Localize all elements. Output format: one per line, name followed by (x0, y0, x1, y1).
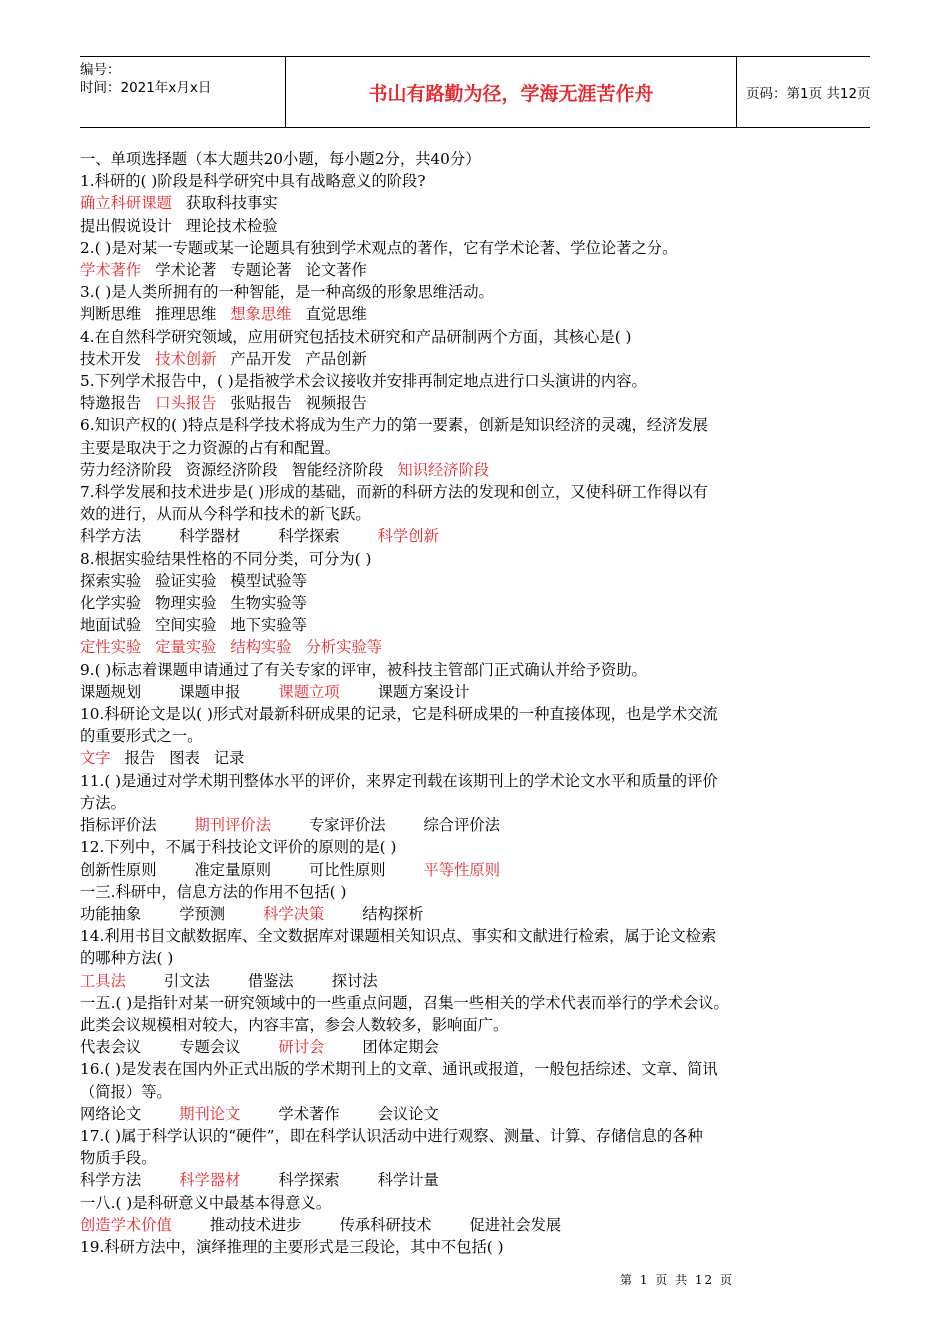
answer-option: 论文著作 (305, 261, 367, 280)
question-text-line: 主要是取决于之力资源的占有和配置。 (80, 438, 341, 457)
question-text-line: 一五.( )是指针对某一研究领域中的一些重点问题，召集一些相关的学术代表而举行的学术会议。 (80, 993, 729, 1012)
answer-option: 视频报告 (305, 394, 367, 413)
answer-option: 专家评价法 (309, 816, 386, 835)
answer-option: 推动技术进步 (209, 1215, 302, 1234)
answer-option: 课题方案设计 (377, 682, 470, 701)
answer-option: 特邀报告 (80, 394, 142, 413)
question-text-line: 6.知识产权的( )特点是科学技术将成为生产力的第一要素，创新是知识经济的灵魂，经济发展 (80, 416, 708, 435)
question-text-line: 一三.科研中，信息方法的作用不包括( ) (80, 882, 347, 901)
answer-option: 网络论文 (80, 1104, 142, 1123)
answer-option: 传承科研技术 (339, 1215, 432, 1234)
answer-options-line (80, 592, 880, 614)
answer-option: 指标评价法 (80, 816, 157, 835)
question-text-line: 14.利用书目文献数据库、全文数据库对课题相关知识点、事实和文献进行检索，属于论文检索 (80, 927, 717, 946)
answer-option: 产品创新 (305, 349, 367, 368)
question-text-line: 一、单项选择题（本大题共20小题，每小题2分，共40分） (80, 150, 481, 168)
answer-options-line (80, 259, 880, 281)
answer-option: 图表 (169, 749, 200, 768)
answer-option: 地下实验等 (230, 616, 307, 635)
answer-option: 获取科技事实 (185, 194, 278, 213)
question-text-line: 效的进行，从而从今科学和技术的新飞跃。 (80, 505, 371, 524)
answer-option: 化学实验 (80, 594, 142, 613)
question-text-line: （简报）等。 (80, 1082, 172, 1101)
answer-option: 功能抽象 (80, 904, 142, 923)
answer-option: 探讨法 (331, 971, 378, 990)
question-text-line: 4.在自然科学研究领域，应用研究包括技术研究和产品研制两个方面，其核心是( ) (80, 327, 632, 346)
answer-option: 提出假说设计 (80, 216, 172, 235)
question-text-line: 10.科研论文是以( )形式对最新科研成果的记录，它是科研成果的一种直接体现，也是学术交流 (80, 705, 718, 724)
question-text-line: 17.( )属于科学认识的“硬件”，即在科学认识活动中进行观察、测量、计算、存储信息的各种 (80, 1126, 703, 1145)
question-text-line: 物质手段。 (80, 1149, 157, 1168)
answer-option: 科学探索 (278, 527, 340, 546)
answer-option: 验证实验 (155, 571, 217, 590)
question-text-line: 2.( )是对某一专题或某一论题具有独到学术观点的著作，它有学术论著、学位论著之分。 (80, 238, 678, 257)
correct-answer-option: 科学决策 (263, 904, 325, 923)
correct-answer-option: 想象思维 (230, 305, 292, 324)
answer-option: 会议论文 (377, 1104, 439, 1123)
answer-option: 地面试验 (80, 616, 142, 635)
answer-option: 借鉴法 (247, 971, 294, 990)
answer-option: 推理思维 (155, 305, 217, 324)
answer-option: 学术论著 (155, 261, 217, 280)
correct-answer-option: 创造学术价值 (80, 1215, 172, 1234)
answer-option: 理论技术检验 (185, 216, 278, 235)
question-text-line: 16.( )是发表在国内外正式出版的学术期刊上的文章、通讯或报道，一般包括综述、文章、简讯 (80, 1060, 718, 1079)
answer-option: 课题申报 (179, 682, 241, 701)
answer-options-line (80, 459, 880, 481)
header-motto: 书山有路勤为径，学海无涯苦作舟 (285, 57, 737, 127)
answer-options-line (80, 614, 880, 636)
question-text-line: 方法。 (80, 793, 126, 812)
correct-answer-option: 期刊评价法 (194, 816, 271, 835)
correct-answer-option: 文字 (80, 749, 111, 768)
correct-answer-option: 定性实验 (80, 638, 142, 657)
correct-answer-option: 口头报告 (155, 394, 217, 413)
answer-option: 专题会议 (179, 1038, 241, 1057)
correct-answer-option: 研讨会 (278, 1038, 325, 1057)
answer-option: 探索实验 (80, 571, 142, 590)
answer-option: 学预测 (179, 904, 226, 923)
question-text-line: 12.下列中，不属于科技论文评价的原则的是( ) (80, 838, 397, 857)
question-list (80, 148, 880, 1258)
header-page-info: 页码：第1页 共12页 (746, 86, 871, 102)
answer-option: 劳力经济阶段 (80, 460, 172, 479)
answer-option: 可比性原则 (309, 860, 386, 879)
answer-options-line (80, 1169, 880, 1191)
question-text-line: 一八.( )是科研意义中最基本得意义。 (80, 1193, 332, 1212)
correct-answer-option: 结构实验 (230, 638, 292, 657)
answer-option: 张贴报告 (230, 394, 292, 413)
answer-option: 科学计量 (377, 1171, 439, 1190)
answer-option: 空间实验 (155, 616, 217, 635)
question-text-line: 9.( )标志着课题申请通过了有关专家的评审，被科技主管部门正式确认并给予资助。 (80, 660, 647, 679)
correct-answer-option: 工具法 (80, 971, 126, 990)
page-footer: 第 1 页 共 12 页 (620, 1273, 734, 1287)
answer-option: 物理实验 (155, 594, 217, 613)
question-text-line: 11.( )是通过对学术期刊整体水平的评价，来界定刊载在该期刊上的学术论文水平和质量的评价 (80, 771, 718, 790)
answer-options-line (80, 814, 880, 836)
answer-option: 智能经济阶段 (291, 460, 384, 479)
answer-option: 判断思维 (80, 305, 142, 324)
question-text-line: 3.( )是人类所拥有的一种智能，是一种高级的形象思维活动。 (80, 283, 494, 302)
answer-option: 专题论著 (230, 261, 292, 280)
answer-option: 技术开发 (80, 349, 142, 368)
correct-answer-option: 期刊论文 (179, 1104, 241, 1123)
question-text-line: 19.科研方法中，演绎推理的主要形式是三段论，其中不包括( ) (80, 1237, 504, 1256)
answer-options-line (80, 1103, 880, 1125)
question-text-line: 7.科学发展和技术进步是( )形成的基础，而新的科研方法的发现和创立，又使科研工作得以有 (80, 483, 708, 502)
answer-option: 结构探析 (362, 904, 424, 923)
answer-options-line (80, 303, 880, 325)
number-label: 编号： (80, 62, 121, 78)
correct-answer-option: 确立科研课题 (80, 194, 172, 213)
question-text-line: 的哪种方法( ) (80, 949, 174, 968)
answer-option: 课题规划 (80, 682, 142, 701)
answer-options-line (80, 903, 880, 925)
correct-answer-option: 科学器材 (179, 1171, 241, 1190)
page-header (80, 56, 870, 128)
answer-option: 模型试验等 (230, 571, 307, 590)
answer-options-line (80, 192, 880, 214)
question-text-line: 1.科研的( )阶段是科学研究中具有战略意义的阶段? (80, 172, 426, 191)
answer-options-line (80, 348, 880, 370)
answer-option: 资源经济阶段 (185, 460, 278, 479)
answer-option: 科学探索 (278, 1171, 340, 1190)
correct-answer-option: 分析实验等 (305, 638, 383, 657)
answer-option: 直觉思维 (305, 305, 367, 324)
answer-options-line (80, 1214, 880, 1236)
answer-options-line (80, 215, 880, 237)
answer-option: 科学器材 (179, 527, 241, 546)
answer-option: 科学方法 (80, 527, 142, 546)
answer-option: 团体定期会 (362, 1038, 439, 1057)
correct-answer-option: 平等性原则 (423, 860, 500, 879)
answer-option: 综合评价法 (423, 816, 500, 835)
question-text-line: 8.根据实验结果性格的不同分类，可分为( ) (80, 549, 372, 568)
correct-answer-option: 学术著作 (80, 261, 142, 280)
correct-answer-option: 技术创新 (155, 349, 217, 368)
correct-answer-option: 课题立项 (278, 682, 340, 701)
answer-option: 报告 (124, 749, 156, 768)
answer-option: 促进社会发展 (469, 1215, 562, 1234)
answer-option: 生物实验等 (230, 594, 307, 613)
answer-option: 创新性原则 (80, 860, 157, 879)
time-label: 时间：2021年x月x日 (80, 80, 212, 96)
answer-option: 准定量原则 (194, 860, 271, 879)
answer-options-line (80, 681, 880, 703)
answer-option: 产品开发 (230, 349, 292, 368)
answer-options-line (80, 525, 880, 547)
answer-options-line (80, 747, 880, 769)
answer-option: 科学方法 (80, 1171, 142, 1190)
question-text-line: 此类会议规模相对较大，内容丰富，参会人数较多，影响面广。 (80, 1015, 509, 1034)
answer-option: 学术著作 (278, 1104, 340, 1123)
correct-answer-option: 定量实验 (155, 638, 217, 657)
answer-option: 引文法 (163, 971, 210, 990)
question-text-line: 5.下列学术报告中，( )是指被学术会议接收并安排再制定地点进行口头演讲的内容。 (80, 372, 647, 391)
header-meta (80, 57, 285, 131)
answer-options-line (80, 859, 880, 881)
answer-option: 记录 (213, 749, 245, 768)
answer-options-line (80, 636, 880, 658)
correct-answer-option: 科学创新 (377, 527, 439, 546)
answer-options-line (80, 1036, 880, 1058)
answer-options-line (80, 392, 880, 414)
answer-options-line (80, 970, 880, 992)
answer-options-line (80, 570, 880, 592)
correct-answer-option: 知识经济阶段 (397, 460, 490, 479)
answer-option: 代表会议 (80, 1038, 142, 1057)
question-text-line: 的重要形式之一。 (80, 727, 203, 746)
